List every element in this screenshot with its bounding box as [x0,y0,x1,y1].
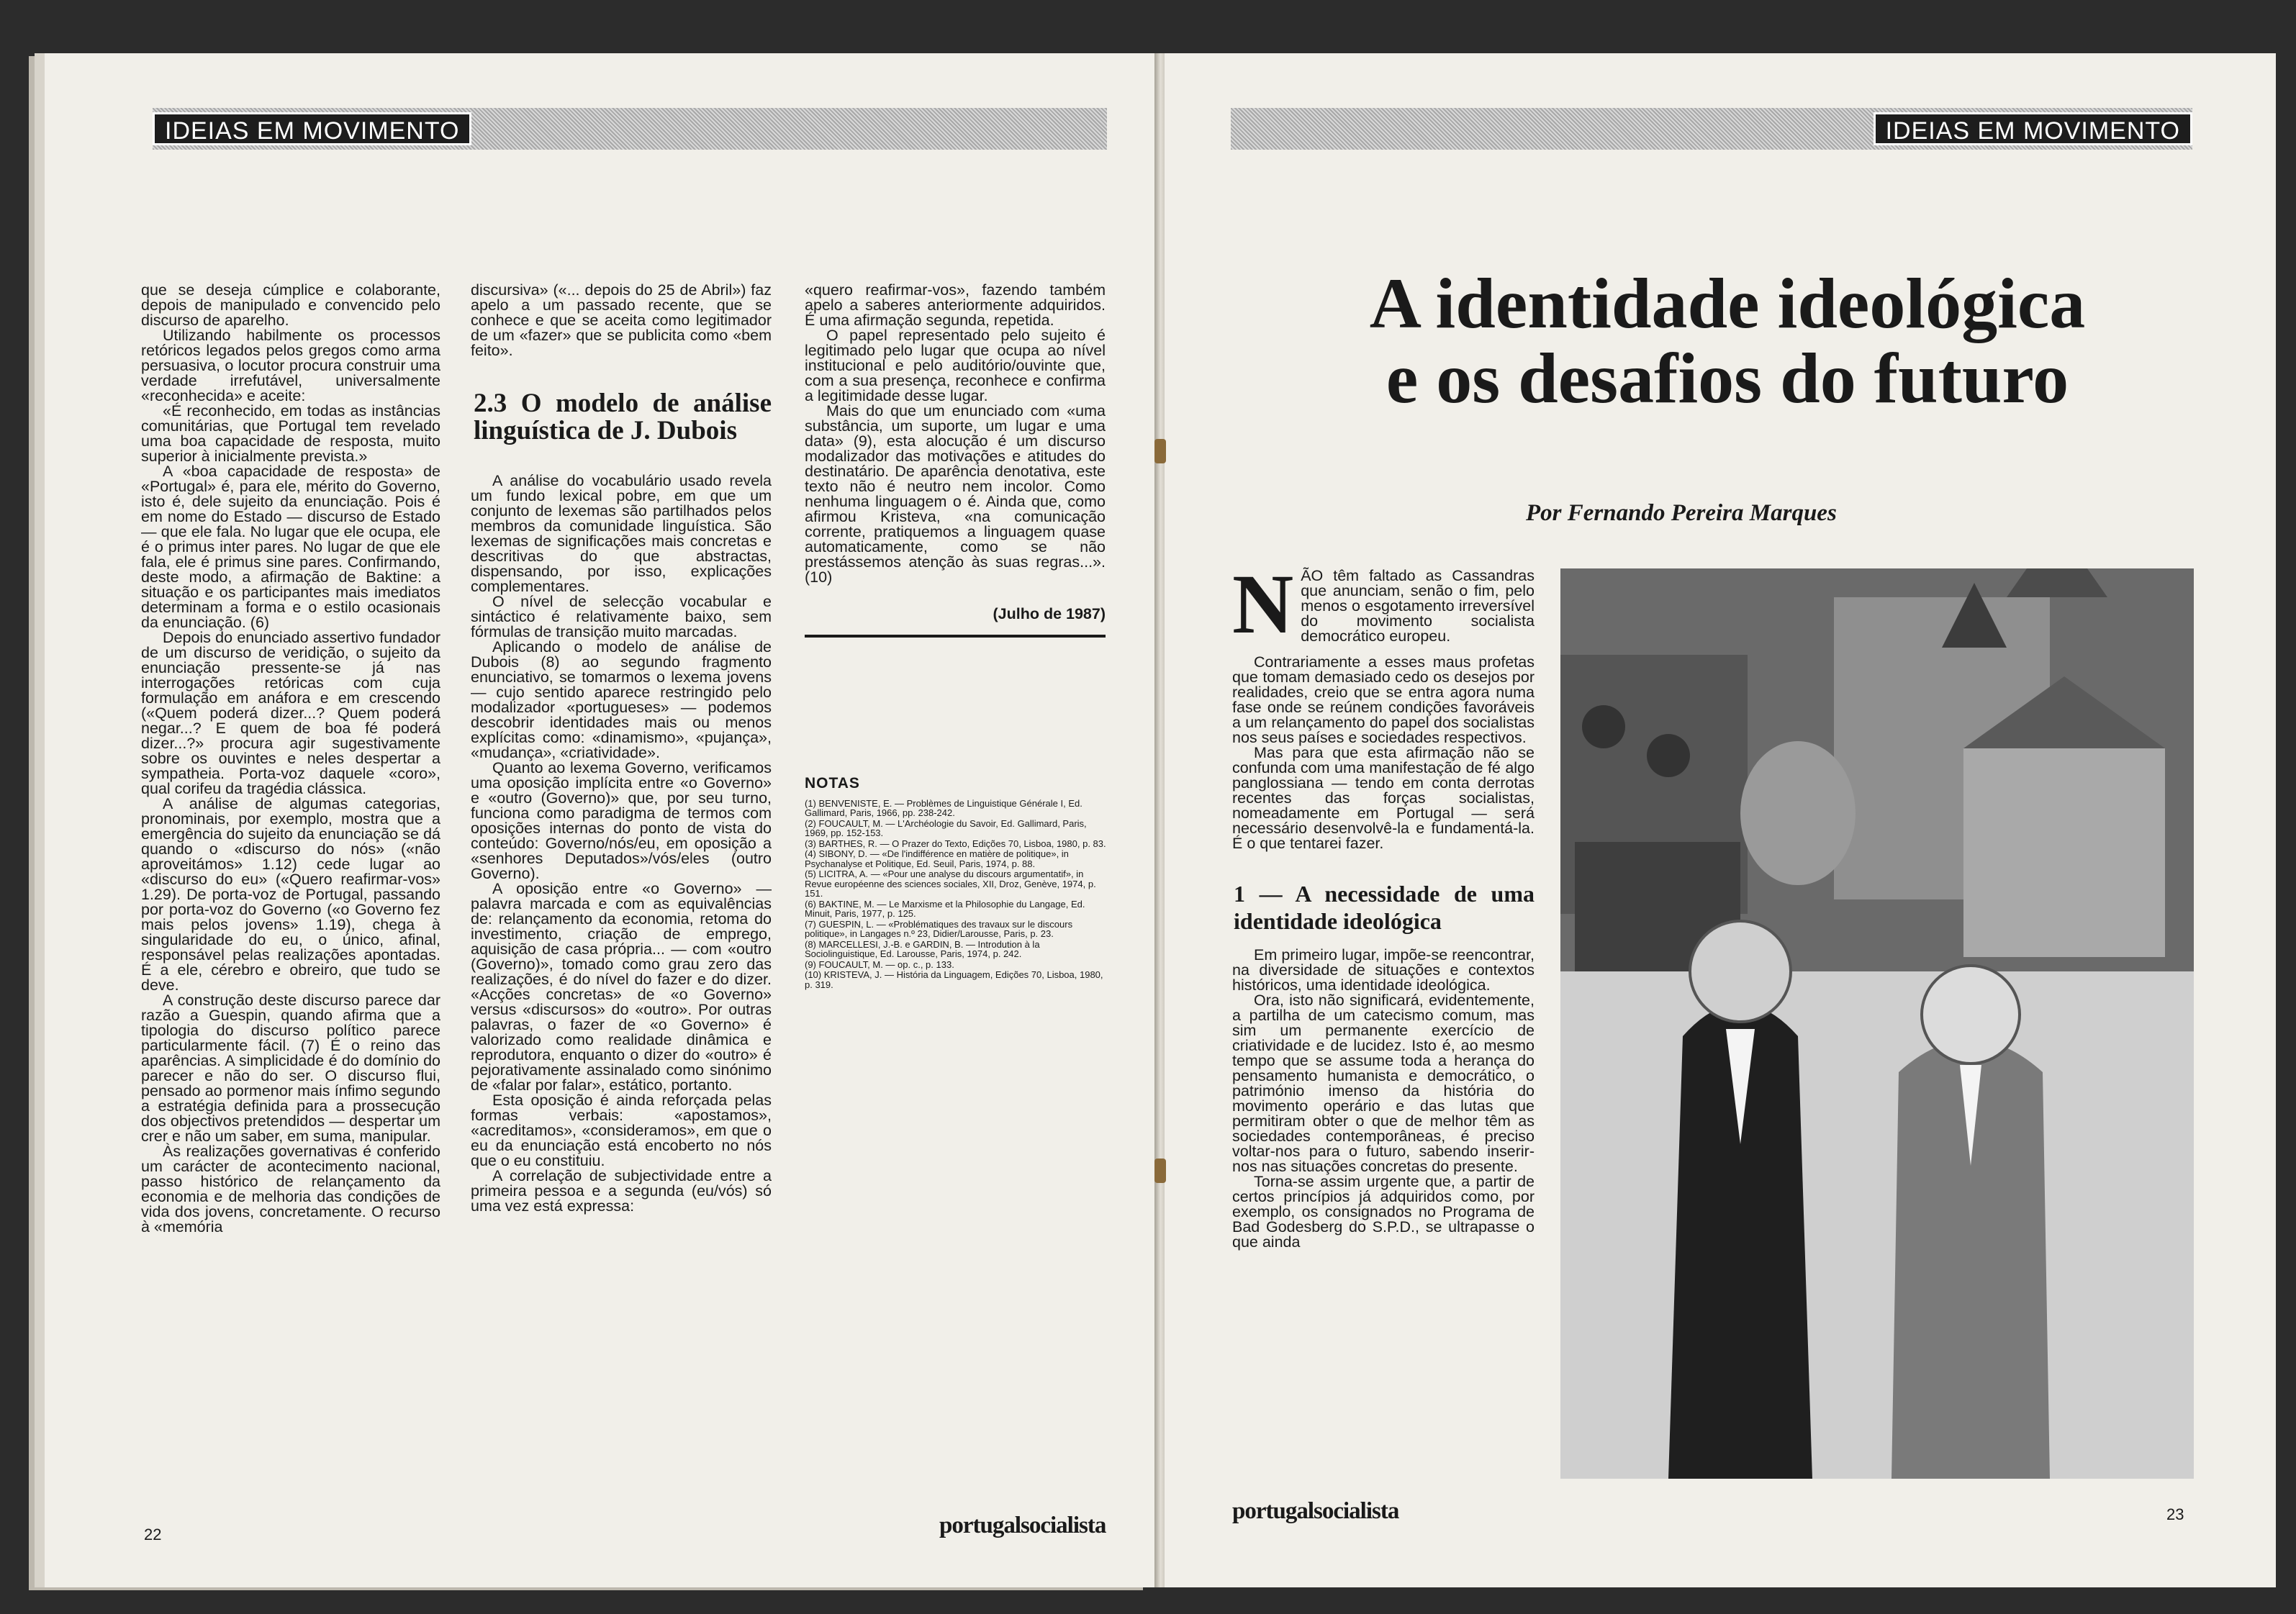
note-item: (2) FOUCAULT, M. — L'Archéologie du Savoir, Ed. Gallimard, Paris, 1969, pp. 152-153. [805,817,1087,838]
photo-leaders-red-square [1560,568,2194,1479]
column-intro: discursiva» («... depois do 25 de Abril») faz apelo a um passado recente, que se conhece e que se aceita como legitimador de um «fazer» que se publicita como «bem feito». [471,281,772,359]
note-item: (3) BARTHES, R. — O Prazer do Texto, Edições 70, Lisboa, 1980, p. 83. [805,838,1106,849]
paragraph: Quanto ao lexema Governo, verificamos uma oposição implícita entre «o Governo» e «outro (Governo)» que, por seu turno, funciona como paradigma de termos com oposições internas do ponto de vista do conteúdo: Governo/nós/eu, em oposição a «senhores Deputados»/vós/eles (outro Governo). [471,759,772,882]
page-number-left: 22 [144,1525,162,1543]
brand-footer-right: portugalsocialista [1232,1498,1399,1524]
paragraph: Às realizações governativas é conferido um carácter de acontecimento nacional, passo histórico de relançamento da economia e de melhoria das condições de vida dos jovens, concretamente. O recurso à «memória [141,1143,440,1236]
staple-bottom [1154,1159,1166,1183]
photo-illustration [1560,568,2194,1479]
section-banner-left [153,108,1107,150]
section-heading: 2.3 O modelo de análise linguística de J. Dubois [474,389,772,445]
paragraph: A análise do vocabulário usado revela um fundo lexical pobre, em que um conjunto de lexemas são partilhados pelos membros da comunidade linguística. São lexemas de significações mais concretas e descritivas do que abstractas, dispensando, por isso, explicações complementares. [471,472,772,595]
staple-top [1154,439,1166,463]
note-item: (5) LICITRA, A. — «Pour une analyse du discours argumentatif», in Revue européenne des sciences sociales, XII, Droz, Genève, 1974, p. 151. [805,869,1096,899]
paragraph: Esta oposição é ainda reforçada pelas formas verbais: «apostamos», «acreditamos», «consideramos», em que o eu da enunciação está encoberto no nós que o eu constituiu. [471,1092,772,1169]
paragraph: A «boa capacidade de resposta» de «Portugal» é, para ele, mérito do Governo, isto é, dele sujeito da enunciação. Pois é em nome do Estado — discurso de Estado — que ele fala. No lugar que ele ocupa, ele é o primus inter pares. No lugar de que ele fala, ele é primus sine pares. Confirmando, deste modo, a afirmação de Baktine: a situação e os participantes mais imediatos determinam a forma e o estilo ocasionais da enunciação. (6) [141,463,440,631]
paragraph: O nível de selecção vocabular e sintáctico é relativamente baixo, sem fórmulas de transição muito marcadas. [471,593,772,640]
paragraph: Contrariamente a esses maus profetas que tomam demasiado cedo os desejos por realidades, creio que se entra agora numa fase onde se reúnem condições favoráveis a um relançamento do papel dos socialistas nos seus países e sociedades respectivos. [1232,653,1535,746]
left-column-2 [471,283,772,1214]
banner-label: IDEIAS EM MOVIMENTO [153,112,471,145]
paragraph: Depois do enunciado assertivo fundador de um discurso de veridição, o sujeito da enunciação pressente-se já nas interrogações retóricas com cuja formulação em anáfora e em crescendo («Quem poderá dizer...? Quem poderá negar...? E quem de boa fé poderá dizer...?» procura agir sugestivamente sobre os ouvintes e neles despertar a sympatheia. Porta-voz daquele «coro», qual corifeu da tragédia clássica. [141,629,440,797]
paragraph: A análise de algumas categorias, pronominais, por exemplo, mostra que a emergência do sujeito da enunciação se dá quando o «discurso do nós» («não aproveitámos» 1.12) cede lugar ao «discurso do eu» («Quero reafirmar-vos» 1.29). De porta-voz de Portugal, passando por porta-voz do Governo («o Governo fez mais pelos jovens» 1.19), chega à singularidade do eu, o único, afinal, responsável pelas realizações apontadas. É a ele, cérebro e obreiro, que tudo se deve. [141,795,440,994]
brand-footer-left: portugalsocialista [939,1513,1106,1538]
note-item: (1) BENVENISTE, E. — Problèmes de Linguistique Générale I, Ed. Gallimard, Paris, 1966, pp. 238-242. [805,797,1083,818]
note-item: (6) BAKTINE, M. — Le Marxisme et la Philosophie du Langage, Ed. Minuit, Paris, 1977, p. 125. [805,898,1085,919]
paragraph: «quero reafirmar-vos», fazendo também apelo a saberes anteriormente adquiridos. É uma afirmação segunda, repetida. [805,281,1106,329]
right-column-1 [1232,557,1535,1251]
title-line-1: A identidade ideológica [1369,263,2086,343]
article-title [1274,263,2181,418]
banner-label-right: IDEIAS EM MOVIMENTO [1874,112,2192,145]
paragraph: Aplicando o modelo de análise de Dubois (8) ao segundo fragmento enunciativo, se tomarmos o lexema jovens — cujo sentido aparece restringido pelo modalizador «portugueses» — podemos descobrir identidades mais ou menos explícitas como: «dinamismo», «pujança», «mudança», «criatividade». [471,638,772,761]
paragraph: O papel representado pelo sujeito é legitimado pelo lugar que ocupa ao nível institucional e pelo auditório/ouvinte que, com a sua presença, reconhece e confirma a legitimidade desse lugar. [805,327,1106,404]
lead-paragraph: ÃO têm faltado as Cassandras que anunciam, senão o fim, pelo menos o esgotamento irreversível do movimento socialista democrático europeu. [1301,567,1535,645]
paragraph: que se deseja cúmplice e colaborante, depois de manipulado e convencido pelo discurso de aparelho. [141,281,440,329]
paragraph: Utilizando habilmente os processos retóricos legados pelos gregos como arma persuasiva, o locutor procura construir uma verdade irrefutável, universalmente «reconhecida» e aceite: [141,327,440,404]
section-heading-right: 1 — A necessidade de uma identidade ideológica [1234,881,1535,934]
paragraph: Ora, isto não significará, evidentemente, a partilha de um catecismo comum, mas sim um permanente exercício de criatividade e de lucidez. Isto é, ao mesmo tempo que se assume toda a herança do pensamento humanista e democrático, o património imenso da história do movimento operário e das lutas que permitiram obter o que de melhor têm as sociedades contemporâneas, é preciso voltar-nos para o futuro, sabendo inserir-nos nas situações concretas do presente. [1232,992,1535,1175]
page-number-right: 23 [2166,1505,2184,1523]
paragraph: A construção deste discurso parece dar razão a Guespin, quando afirma que a tipologia do discurso político parece particularmente fácil. (7) É o reino das aparências. A simplicidade é do domínio do parecer e não do ser. O discurso flui, pensado ao pormenor mais ínfimo segundo a estratégia definida para a prossecução dos objectivos pretendidos — despertar um crer e não um saber, em suma, manipular. [141,992,440,1145]
title-line-2: e os desafios do futuro [1386,338,2069,418]
paragraph: Mas para que esta afirmação não se confunda com uma manifestação de fé algo panglossiana — tendo em conta derrotas recentes das forças socialistas, nomeadamente em Portugal — será necessário desenvolvê-la e fundamentá-la. É o que tentarei fazer. [1232,744,1535,852]
note-item: (8) MARCELLESI, J.-B. e GARDIN, B. — Introdution à la Sociolinguistique, Ed. Larousse, Paris, 1974, p. 242. [805,938,1040,959]
drop-cap: N [1232,557,1294,651]
note-item: (9) FOUCAULT, M. — op. c., p. 133. [805,958,954,970]
paragraph: A correlação de subjectividade entre a primeira pessoa e a segunda (eu/vós) só uma vez está expressa: [471,1167,772,1215]
left-column-3 [805,283,1106,638]
paragraph: A oposição entre «o Governo» — palavra marcada e com as equivalências de: relançamento da economia, retoma do investimento, criação de emprego, aquisição de casa própria... — com «outro (Governo)», tomado como grau zero das realizações, é do nível do fazer e do dizer. «Acções concretas» de «o Governo» versus «discursos» do «outro». Por outras palavras, o fazer de «o Governo» é valorizado como realidade dinâmica e reprodutora, enquanto o dizer do «outro» é pejorativamente assinalado como sinónimo de «falar por falar», estático, portanto. [471,880,772,1094]
paragraph: «É reconhecido, em todas as instâncias comunitárias, que Portugal tem revelado uma boa capacidade de resposta, muito superior à inicialmente prevista.» [141,402,440,465]
paragraph: Em primeiro lugar, impõe-se reencontrar, na diversidade de situações e contextos históricos, uma identidade ideológica. [1232,946,1535,994]
note-item: (10) KRISTEVA, J. — História da Linguagem, Edições 70, Lisboa, 1980, p. 319. [805,969,1103,990]
left-column-1 [141,283,440,1235]
article-date: (Julho de 1987) [993,605,1106,622]
notes-heading: NOTAS [805,775,860,792]
byline: Por Fernando Pereira Marques [1526,500,1837,526]
notes-section [805,775,1107,990]
section-banner-right [1231,108,2192,150]
binding-spine [1154,53,1165,1587]
note-item: (7) GUESPIN, L. — «Problématiques des travaux sur le discours politique», in Langages n.º 23, Didier/Larousse, Paris, p. 23. [805,918,1073,939]
note-item: (4) SIBONY, D. — «De l'indifférence en matière de politique», in Psychanalyse et Politique, Ed. Seuil, Paris, 1974, p. 88. [805,848,1069,869]
paragraph: Mais do que um enunciado com «uma substância, um suporte, um lugar e uma data» (9), esta alocução é um discurso modalizador das motivações e atitudes do destinatário. De aparência denotativa, este texto não é neutro nem incolor. Como nenhuma linguagem o é. Ainda que, como afirmou Kristeva, «na comunicação corrente, pratiquemos a linguagem quase automaticamente, como se não prestássemos atenção às suas regras...». (10) [805,402,1106,586]
paragraph: Torna-se assim urgente que, a partir de certos princípios já adquiridos como, por exemplo, os consignados no Programa de Bad Godesberg do S.P.D., se ultrapasse o que ainda [1232,1173,1535,1251]
